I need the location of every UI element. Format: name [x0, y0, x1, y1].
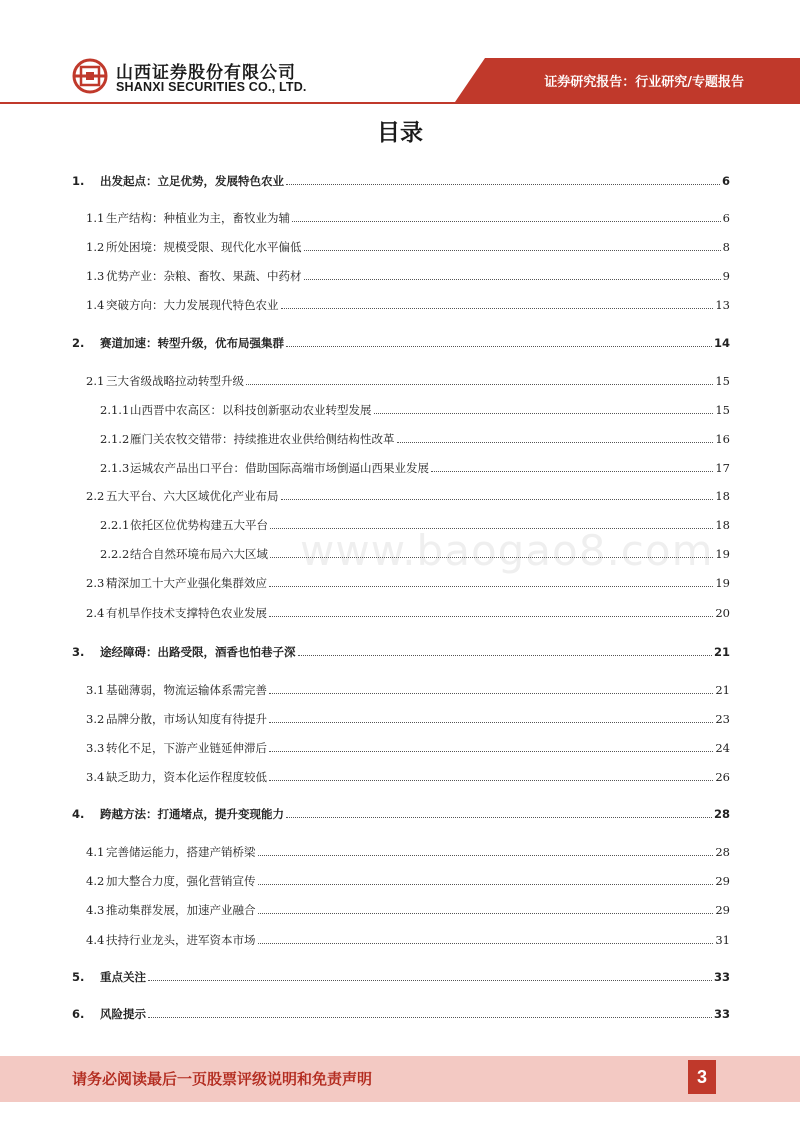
toc-entry-leader [269, 722, 713, 723]
toc-entry-label: 生产结构：种植业为主，畜牧业为辅 [106, 211, 290, 225]
toc-entry-label: 品牌分散，市场认知度有待提升 [106, 712, 267, 726]
toc-entry-number: 4. [72, 807, 85, 821]
toc-entry-number: 1.4 [86, 298, 105, 312]
toc-entry-number: 3.2 [86, 712, 105, 726]
toc-entry-label: 雁门关农牧交错带：持续推进农业供给侧结构性改革 [130, 432, 395, 446]
company-name-cn: 山西证券股份有限公司 [116, 63, 296, 83]
toc-entry-page: 8 [722, 240, 730, 254]
toc-entry-label: 突破方向：大力发展现代特色农业 [106, 298, 279, 312]
toc-entry[interactable] [72, 644, 730, 660]
toc-entry-label: 途经障碍：出路受限，酒香也怕巷子深 [100, 645, 296, 659]
toc-entry-page: 18 [715, 489, 730, 503]
toc-entry-number: 3.4 [86, 770, 105, 784]
toc-entry-page: 14 [713, 336, 730, 350]
toc-entry-page: 17 [715, 461, 730, 475]
toc-entry[interactable] [86, 575, 730, 591]
toc-entry-leader [269, 751, 713, 752]
toc-entry-page: 15 [715, 374, 730, 388]
toc-entry-page: 6 [722, 211, 730, 225]
toc-entry-leader [270, 528, 713, 529]
toc-entry-page: 9 [722, 269, 730, 283]
toc-entry[interactable] [86, 932, 730, 948]
toc-entry-leader [374, 413, 714, 414]
toc-entry[interactable] [86, 682, 730, 698]
toc-entry[interactable] [86, 902, 730, 918]
toc-entry-number: 4.2 [86, 874, 105, 888]
toc-entry-label: 出发起点：立足优势，发展特色农业 [100, 174, 284, 188]
toc-entry-number: 4.1 [86, 845, 105, 859]
toc-entry-page: 16 [715, 432, 730, 446]
toc-entry-number: 2.4 [86, 606, 105, 620]
toc-entry-number: 3.3 [86, 741, 105, 755]
toc-entry[interactable] [86, 239, 730, 255]
toc-entry-number: 4.4 [86, 933, 105, 947]
toc-entry-page: 21 [713, 645, 730, 659]
toc-entry-page: 19 [715, 547, 730, 561]
toc-entry-leader [269, 616, 713, 617]
toc-entry-leader [269, 586, 713, 587]
toc-entry-label: 运城农产品出口平台：借助国际高端市场倒逼山西果业发展 [130, 461, 429, 475]
toc-entry-leader [397, 442, 714, 443]
toc-entry-number: 2.1 [86, 374, 105, 388]
toc-entry-number: 3. [72, 645, 85, 659]
toc-entry-number: 1.1 [86, 211, 105, 225]
toc-entry[interactable] [72, 173, 730, 189]
toc-entry-label: 所处困境：规模受限、现代化水平偏低 [106, 240, 302, 254]
toc-entry[interactable] [86, 297, 730, 313]
toc-entry-page: 26 [715, 770, 730, 784]
toc-entry-leader [286, 184, 720, 185]
toc-entry-page: 33 [713, 970, 730, 984]
toc-entry-label: 转化不足，下游产业链延伸滞后 [106, 741, 267, 755]
toc-entry-leader [281, 308, 714, 309]
toc-entry[interactable] [100, 460, 730, 476]
toc-entry[interactable] [86, 769, 730, 785]
toc-entry-leader [286, 346, 712, 347]
toc-entry-number: 2.1.2 [100, 432, 130, 446]
toc-entry[interactable] [72, 969, 730, 985]
toc-entry-page: 23 [715, 712, 730, 726]
toc-entry-label: 完善储运能力，搭建产销桥梁 [106, 845, 256, 859]
toc-entry[interactable] [86, 210, 730, 226]
toc-entry-number: 6. [72, 1007, 85, 1021]
toc-entry[interactable] [86, 844, 730, 860]
toc-entry-page: 29 [715, 903, 730, 917]
toc-entry[interactable] [86, 488, 730, 504]
toc-entry-number: 2.2.1 [100, 518, 130, 532]
toc-entry-page: 13 [715, 298, 730, 312]
toc-entry-leader [292, 221, 721, 222]
toc-entry-page: 24 [715, 741, 730, 755]
toc-entry[interactable] [86, 740, 730, 756]
toc-entry-leader [431, 471, 713, 472]
toc-entry-label: 有机旱作技术支撑特色农业发展 [106, 606, 267, 620]
header-divider [0, 102, 800, 104]
toc-entry[interactable] [86, 605, 730, 621]
toc-entry[interactable] [100, 431, 730, 447]
toc-entry[interactable] [100, 546, 730, 562]
toc-entry-number: 2.1.1 [100, 403, 130, 417]
toc-entry-number: 1. [72, 174, 85, 188]
toc-entry-leader [246, 384, 713, 385]
toc-entry-leader [258, 943, 714, 944]
toc-entry-label: 基础薄弱，物流运输体系需完善 [106, 683, 267, 697]
toc-entry-number: 2.2.2 [100, 547, 130, 561]
toc-entry-label: 依托区位优势构建五大平台 [130, 518, 268, 532]
toc-entry[interactable] [72, 1006, 730, 1022]
toc-entry-leader [270, 557, 713, 558]
toc-entry[interactable] [86, 268, 730, 284]
toc-entry-leader [258, 855, 714, 856]
toc-entry-number: 2. [72, 336, 85, 350]
toc-entry[interactable] [100, 402, 730, 418]
toc-entry-label: 加大整合力度，强化营销宣传 [106, 874, 256, 888]
toc-entry-number: 1.3 [86, 269, 105, 283]
toc-entry[interactable] [72, 806, 730, 822]
toc-entry-leader [258, 884, 714, 885]
toc-entry-label: 赛道加速：转型升级，优布局强集群 [100, 336, 284, 350]
toc-entry[interactable] [72, 335, 730, 351]
toc-entry-page: 33 [713, 1007, 730, 1021]
toc-entry-number: 5. [72, 970, 85, 984]
toc-entry-page: 15 [715, 403, 730, 417]
watermark: www.baogao8.com [300, 526, 714, 575]
toc-entry-page: 29 [715, 874, 730, 888]
toc-entry[interactable] [100, 517, 730, 533]
toc-entry-page: 19 [715, 576, 730, 590]
toc-title: 目录 [377, 120, 423, 146]
toc-entry-leader [286, 817, 712, 818]
toc-entry-leader [304, 279, 721, 280]
toc-entry-page: 21 [715, 683, 730, 697]
toc-entry-label: 精深加工十大产业强化集群效应 [106, 576, 267, 590]
toc-entry-label: 推动集群发展，加速产业融合 [106, 903, 256, 917]
toc-entry-leader [269, 780, 713, 781]
toc-entry-number: 2.3 [86, 576, 105, 590]
toc-entry-label: 缺乏助力，资本化运作程度较低 [106, 770, 267, 784]
toc-entry[interactable] [86, 373, 730, 389]
toc-entry-number: 4.3 [86, 903, 105, 917]
toc-entry-label: 五大平台、六大区域优化产业布局 [106, 489, 279, 503]
toc-entry-label: 风险提示 [100, 1007, 146, 1021]
toc-entry-page: 31 [715, 933, 730, 947]
toc-entry-number: 2.2 [86, 489, 105, 503]
toc-entry-label: 三大省级战略拉动转型升级 [106, 374, 244, 388]
toc-entry-page: 20 [715, 606, 730, 620]
disclaimer-text: 请务必阅读最后一页股票评级说明和免责声明 [72, 1070, 373, 1088]
toc-entry-label: 优势产业：杂粮、畜牧、果蔬、中药材 [106, 269, 302, 283]
toc-entry-number: 3.1 [86, 683, 105, 697]
toc-entry-label: 扶持行业龙头，进军资本市场 [106, 933, 256, 947]
toc-entry-label: 重点关注 [100, 970, 146, 984]
company-name-en: SHANXI SECURITIES CO., LTD. [116, 80, 307, 94]
toc-entry-page: 6 [721, 174, 730, 188]
company-logo-icon [72, 58, 108, 94]
toc-entry[interactable] [86, 711, 730, 727]
toc-entry-number: 2.1.3 [100, 461, 130, 475]
toc-entry-leader [148, 1017, 712, 1018]
toc-entry-leader [304, 250, 721, 251]
toc-entry-page: 18 [715, 518, 730, 532]
toc-entry-leader [298, 655, 712, 656]
toc-entry-page: 28 [713, 807, 730, 821]
page-number: 3 [688, 1060, 716, 1094]
toc-entry-label: 跨越方法：打通堵点，提升变现能力 [100, 807, 284, 821]
toc-entry-label: 结合自然环境布局六大区域 [130, 547, 268, 561]
toc-entry-page: 28 [715, 845, 730, 859]
toc-entry-number: 1.2 [86, 240, 105, 254]
report-type: 证券研究报告：行业研究/专题报告 [544, 75, 744, 90]
toc-entry-leader [281, 499, 714, 500]
toc-entry-leader [269, 693, 713, 694]
toc-entry-leader [148, 980, 712, 981]
toc-entry-leader [258, 913, 714, 914]
toc-entry-label: 山西晋中农高区：以科技创新驱动农业转型发展 [130, 403, 372, 417]
toc-entry[interactable] [86, 873, 730, 889]
page-header [0, 0, 800, 104]
